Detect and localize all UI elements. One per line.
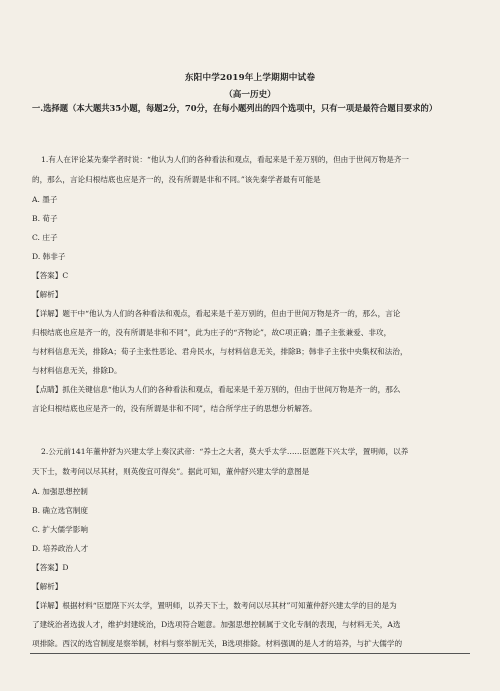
q1-analysis-label: 【解析】 bbox=[32, 290, 63, 299]
q1-tip-line-2: 言论归根结底也应是齐一的，没有所谓是非和不同”，结合所学庄子的思想分析解答。 bbox=[32, 404, 317, 413]
q2-option-b: B. 确立选官制度 bbox=[32, 506, 88, 515]
q2-answer: 【答案】D bbox=[32, 563, 69, 572]
section-heading: 一.选择题（本大题共35小题，每题2分，70分，在每小题列出的四个选项中，只有一项是最符合题目要求的） bbox=[32, 103, 438, 113]
exam-subtitle: （高一历史） bbox=[224, 90, 276, 100]
q1-option-a: A. 墨子 bbox=[32, 195, 58, 204]
q2-analysis-label: 【解析】 bbox=[32, 582, 63, 591]
q1-detail-line-1: 【详解】题干中“他认为人们的各种看法和观点，看起来是千差万别的，但由于世间万物是齐一的，那么，言论 bbox=[32, 309, 401, 318]
q2-stem-line-2: 天下士，数考问以尽其材，则英俊宜可得矣”。据此可知，董仲舒兴建太学的意图是 bbox=[32, 467, 310, 476]
page-divider bbox=[30, 653, 470, 654]
q1-detail-line-3: 与材料信息无关，排除A；荀子主张性恶论、君舟民水，与材料信息无关，排除B；韩非子主张中央集权和法治， bbox=[32, 347, 408, 356]
q1-stem-line-2: 的，那么，言论归根结底也应是齐一的，没有所谓是非和不同。”该先秦学者最有可能是 bbox=[32, 175, 321, 184]
q1-stem-line-1: 1.有人在评论某先秦学者时说：“他认为人们的各种看法和观点，看起来是千差万别的，但由于世间万物是齐一 bbox=[41, 155, 410, 164]
q1-option-b: B. 荀子 bbox=[32, 214, 58, 223]
q2-stem-line-1: 2.公元前141年董仲舒为兴建太学上奏汉武帝：“养士之大者，莫大乎太学……臣愿陛下兴太学，置明师，以养 bbox=[41, 447, 409, 456]
q2-detail-line-2: 了建统治者选拔人才，维护封建统治，D选项符合题意。加强思想控制属于文化专制的表现，与材料无关，A选 bbox=[32, 620, 401, 629]
q1-option-d: D. 韩非子 bbox=[32, 252, 66, 261]
q2-option-a: A. 加强思想控制 bbox=[32, 487, 88, 496]
q1-detail-line-4: 与材料信息无关，排除D。 bbox=[32, 366, 122, 375]
exam-title: 东阳中学2019年上学期期中试卷 bbox=[184, 73, 316, 83]
q2-option-c: C. 扩大儒学影响 bbox=[32, 525, 88, 534]
q2-detail-line-3: 项排除。西汉的选官制度是察举制，材料与察举制无关，B选项排除。材料强调的是人才的培养，与扩大儒学的 bbox=[32, 639, 403, 648]
q1-tip-line-1: 【点睛】抓住关键信息“他认为人们的各种看法和观点，看起来是千差万别的，但由于世间万物是齐一的，那么 bbox=[32, 385, 401, 394]
q1-answer: 【答案】C bbox=[32, 271, 69, 280]
q1-detail-line-2: 归根结底也应是齐一的，没有所谓是非和不同”，此为庄子的“齐物论”，故C项正确；墨子主张兼爱、非攻， bbox=[32, 328, 392, 337]
q1-option-c: C. 庄子 bbox=[32, 233, 58, 242]
q2-detail-line-1: 【详解】根据材料“臣愿陛下兴太学，置明师，以养天下士，数考问以尽其材”可知董仲舒兴建太学的目的是为 bbox=[32, 601, 397, 610]
q2-option-d: D. 培养政治人才 bbox=[32, 544, 89, 553]
